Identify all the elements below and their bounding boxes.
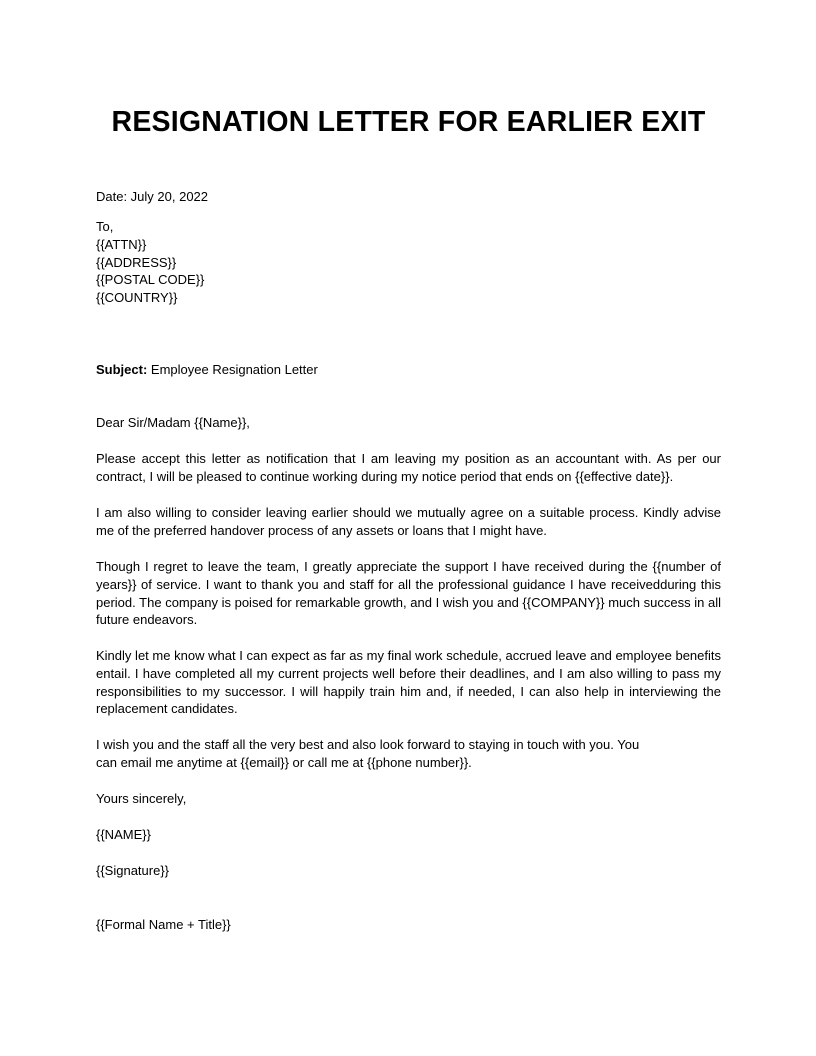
signature-text: {{Signature}} — [96, 863, 170, 878]
body-paragraph-2: I am also willing to consider leaving earlier should we mutually agree on a suitable process. Kindly advise me of the preferred handover process of any assets or loans that I might have. — [96, 505, 721, 538]
body-paragraph-4: Kindly let me know what I can expect as far as my final work schedule, accrued leave and employee benefits entail. I have completed all my current projects well before their deadlines, and I am also willing to pass my responsibilities to my successor. I will happily train him and, if needed, I can also help in interviewing the replacement candidates. — [96, 648, 721, 717]
date-line — [96, 188, 721, 206]
body-paragraph-1: Please accept this letter as notification that I am leaving my position as an accountant with. As per our contract, I will be pleased to continue working during my notice period that ends on {{effective date}}. — [96, 451, 721, 484]
signoff — [96, 790, 721, 808]
formal-name-text: {{Formal Name + Title}} — [96, 917, 231, 932]
recipient-address: {{ADDRESS}} — [96, 254, 177, 270]
subject-line — [96, 361, 721, 379]
recipient-to: To, — [96, 219, 114, 234]
closing-line-2: can email me anytime at {{email}} or call me at {{phone number}}. — [96, 754, 472, 770]
sender-name — [96, 826, 721, 844]
recipient-country: {{COUNTRY}} — [96, 290, 178, 306]
signoff-text: Yours sincerely, — [96, 791, 187, 806]
subject-label: Subject: — [96, 362, 148, 377]
signature-placeholder — [96, 862, 721, 880]
recipient-postal-code: {{POSTAL CODE}} — [96, 272, 205, 288]
recipient-block — [96, 218, 721, 307]
sender-name-text: {{NAME}} — [96, 827, 151, 842]
recipient-attn: {{ATTN}} — [96, 236, 147, 252]
date-text: Date: July 20, 2022 — [96, 189, 209, 204]
body-paragraph-3: Though I regret to leave the team, I greatly appreciate the support I have received during the {{number of years}} of service. I want to thank you and staff for all the professional guidance I have receivedduring this period. The company is poised for remarkable growth, and I wish you and {{COMPANY}} much success in all future endeavors. — [96, 559, 721, 628]
salutation — [96, 414, 721, 432]
formal-name-title — [96, 916, 721, 934]
closing-paragraph — [96, 736, 721, 772]
salutation-text: Dear Sir/Madam {{Name}}, — [96, 415, 250, 430]
page-title: RESIGNATION LETTER FOR EARLIER EXIT — [111, 106, 706, 138]
subject-text: Employee Resignation Letter — [147, 362, 318, 377]
closing-line-1: I wish you and the staff all the very best and also look forward to staying in touch with you. You — [96, 737, 640, 752]
